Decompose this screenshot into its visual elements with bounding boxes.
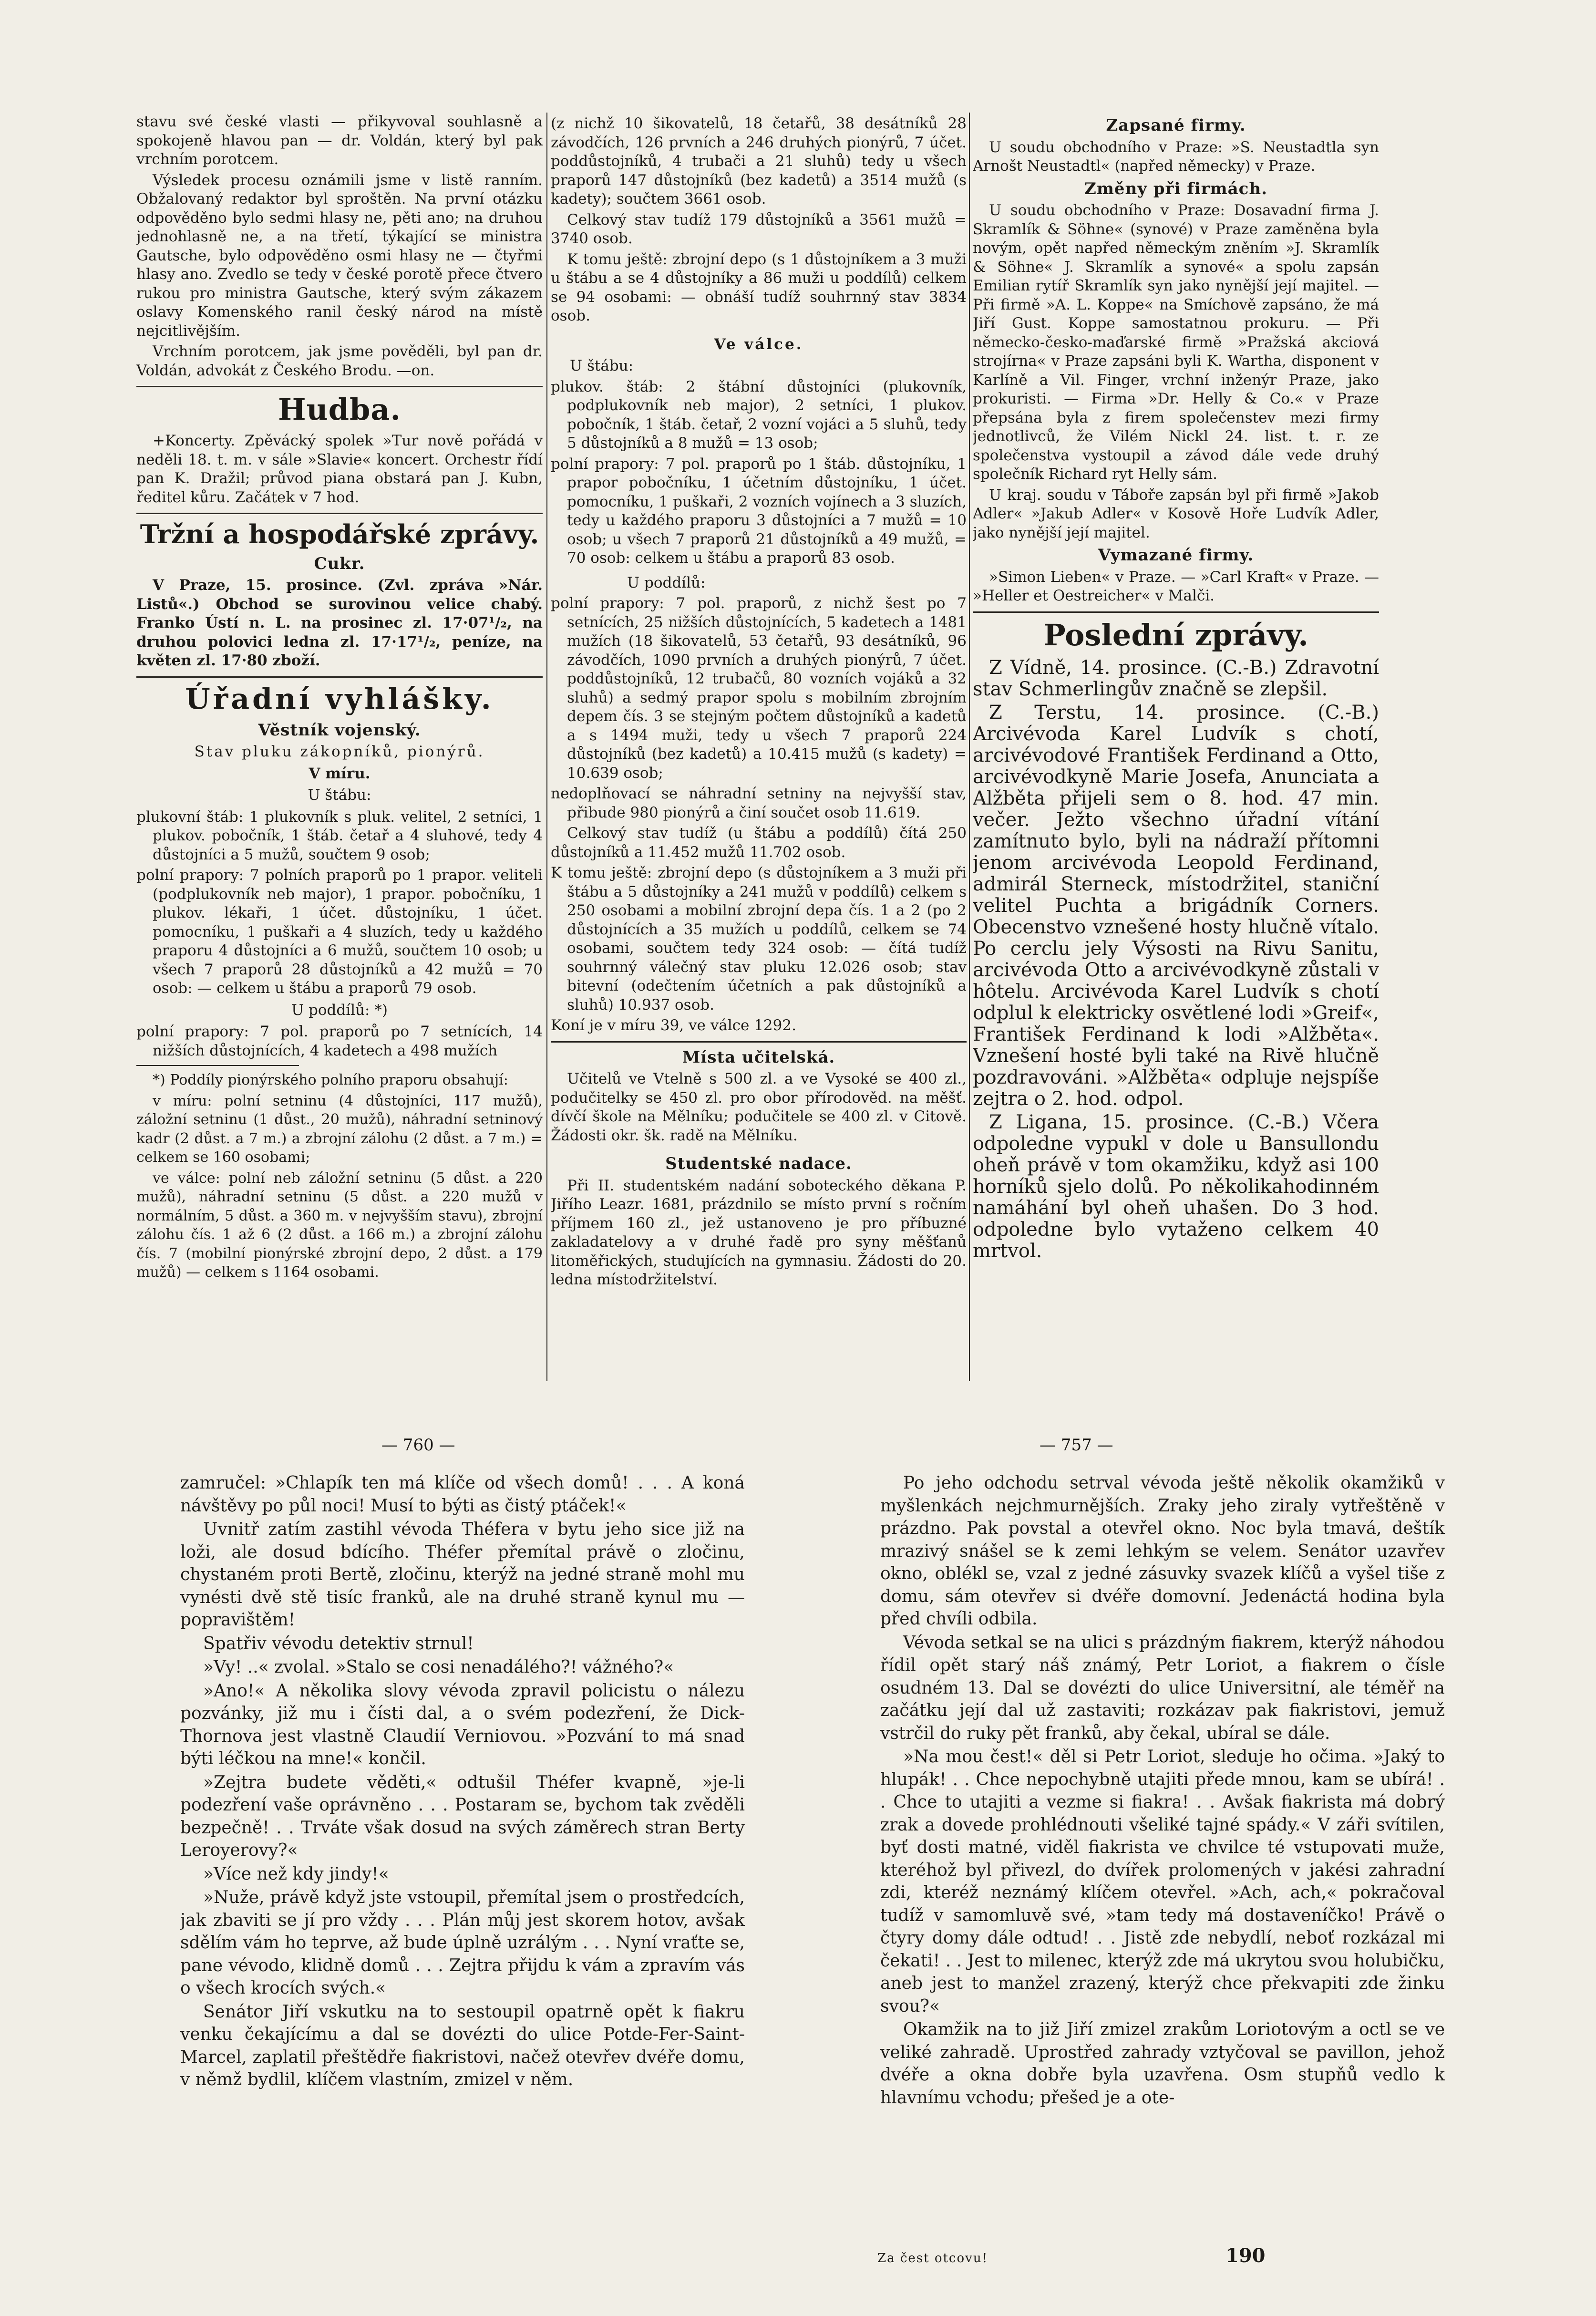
novel-paragraph: Uvnitř zatím zastihl vévoda Théfera v bytu jeho sice již na loži, ale dosud bdícího. Théfer přemítal právě o zločinu, chystaném proti Bertě, zločinu, kterýž na jedné straně mohl mu vynésti dvě stě tisíc franků, ale na druhé straně kynul mu — popravištěm! [180,1520,745,1630]
column-divider [546,113,547,1381]
article-text: Vrchním porotcem, jak jsme pověděli, byl pan dr. Voldán, advokát z Českého Brodu. —on. [136,343,543,379]
page-number: — 760 — [381,1436,455,1455]
sheet-number: 190 [1225,2244,1266,2267]
news-item: Z Vídně, 14. prosince. (C.-B.) Zdravotní stav Schmerlingův značně se zlepšil. [973,656,1379,700]
column-3 [973,113,1379,1391]
novel-paragraph: »Na mou čest!« děl si Petr Loriot, sleduje ho očima. »Jaký to hlupák! . . Chce nepochybně utajiti přede mnou, kam se ubírá! . . Chce to utajiti a vezme si fiakra! . . Avšak fiakrista má dobrý zrak a dovede prohlédnouti všeliké tajné spády.« V záři svítilen, byť dosti matné, viděl fiakrista ve chvilce té vstupovati muže, kteréhož byl přivezl, do dvířek prolomených v jakési zahradní zdi, kteréž neznámý klíčem otevřel. »Ach, ach,« pokračoval tudíž v samomluvě své, »tam tedy má dostaveníčko! Právě o čtyry domy dále odtud! . . Jistě zde nebydlí, neboť rozkázal mi čekati! . . Jest to milenec, kterýž zde má ukrytou svou holubičku, aneb jest to manžel zrazený, kterýž chce překvapiti zde žinku svou?« [880,1747,1445,2016]
subheading: U štábu: [570,357,634,374]
column-2 [551,114,967,1393]
article-text: plukovní štáb: 1 plukovník s pluk. velitel, 2 setníci, 1 plukov. pobočník, 1 štáb. četař a 4 sluhové, tedy 4 důstojníci a 5 mužů, součtem 9 osob; [136,808,543,863]
article-text: +Koncerty. Zpěvácký spolek »Tur nově pořádá v neděli 18. t. m. v sále »Slavie« koncert. Orchestr řídí pan K. Dražil; průvod piana obstará pan J. Kubn, ředitel kůru. Začátek v 7 hod. [136,432,543,506]
article-text: polní prapory: 7 pol. praporů po 7 setnících, 14 nižších důstojnících, 4 kadetech a 498 mužích [136,1023,543,1059]
novel-paragraph: zamručel: »Chlapík ten má klíče od všech domů! . . . A koná návštěvy po půl noci! Musí to býti as čistý ptáček!« [180,1473,745,1516]
subsection-title: Zapsané firmy. [1106,116,1246,135]
section-rule [136,386,543,387]
novel-paragraph: Okamžik na to již Jiří zmizel zrakům Loriotovým a octl se ve veliké zahradě. Uprostřed zahrady vztyčoval se pavillon, jehož dvéře a okna dobře byla uzavřena. Osm stupňů vedlo k hlavnímu vchodu; přešed je a ote- [880,2020,1445,2108]
article-text: Koní je v míru 39, ve válce 1292. [551,1017,796,1034]
article-text: polní prapory: 7 polních praporů po 1 prapor. veliteli (podplukovník neb major), 1 prapor. pobočníku, 1 plukov. lékaři, 1 účet. důstojníku, 1 účet. pomocníku, 1 puškaři a 4 sluzích, tedy u každého praporu 4 důstojníci a 6 mužů, součtem 10 osob; u všech 7 praporů 28 důstojníků a 42 mužů = 70 osob: — celkem u štábu a praporů 79 osob. [136,867,543,997]
article-text: nedoplňovací se náhradní setniny na nejvyšší stav, přibude 980 pionýrů a činí součet osob 11.619. [551,785,967,821]
article-text: K tomu ještě: zbrojní depo (s 1 důstojníkem a 3 muži u štábu a se 4 důstojníky a 86 muži u poddílů) celkem se 94 osobami: — obnáší tudíž souhrnný stav 3834 osob. [551,250,967,324]
footnote-text: *) Poddíly pionýrského polního praporu obsahují: [153,1072,508,1089]
article-text: U soudu obchodního v Praze: »S. Neustadtla syn Arnošt Neustadtl« (napřed německy) v Praze. [973,138,1379,175]
subsection-title: Změny při firmách. [1084,179,1267,198]
article-text: polní prapory: 7 pol. praporů, z nichž šest po 7 setnících, 25 nižších důstojnících, 5 kadetech a 1481 mužích (18 šikovatelů, 53 četařů, 93 desátníků, 96 závodčích, 1090 prvních a druhých pionýrů, 7 účet. poddůstojníků, 12 trubačů, 80 vozních vojáků a 32 sluhů) a sedmý prapor spolu s mobilním zbrojním depem čís. 3 se stejným počtem důstojníků a kadetů a s 1494 muži, tedy u všech 7 praporů 224 důstojníků (bez kadetů) a 10.415 mužů (s kadety) = 10.639 osob; [551,595,967,782]
footnote-text: v míru: polní setninu (4 důstojníci, 117 mužů), záložní setninu (1 důst., 20 mužů), náhradní setninový kadr (2 důst. a 7 m.) a zbrojní zálohu (2 důst. a 7 m.) = celkem se 160 osobami; [136,1092,543,1166]
section-title-trzni: Tržní a hospodářské zprávy. [140,519,539,550]
article-text: (z nichž 10 šikovatelů, 18 četařů, 38 desátníků 28 závodčích, 126 prvních a 246 druhých pionýrů, 7 účet. poddůstojníků, 4 trubači a 21 sluhů) tedy u všech praporů 147 důstojníků (bez kadetů) a 3514 mužů (s kadety); součtem 3661 osob. [551,115,967,207]
page-number: — 757 — [1040,1436,1113,1455]
subheading: U poddílů: [627,574,706,591]
subheading: U štábu: [308,786,371,804]
section-rule [551,1041,967,1043]
novel-paragraph: Vévoda setkal se na ulici s prázdným fiakrem, kterýž náhodou řídil opět starý náš známý, Petr Loriot, a fiakrem o čísle osudném 13. Dal se dovézti do ulice Universitní, ale téměř na začátku její dal už zastaviti; rozkázav pak fiakristovi, jemuž vstrčil do ruky pět franků, aby čekal, ubíral se dále. [880,1633,1445,1743]
subheading: Ve válce. [714,335,803,353]
article-text: stavu své české vlasti — přikyvoval souhlasně a spokojeně hlavou pan — dr. Voldán, který byl pak vrchním porotcem. [136,113,543,168]
section-rule [973,611,1379,613]
article-text: polní prapory: 7 pol. praporů po 1 štáb. důstojníku, 1 prapor pobočníku, 1 účetním důstojníku, 1 účet. pomocníku, 1 puškaři, 2 vozních vojínech a 3 sluzích, tedy u každého praporu 3 důstojníci a 7 mužů = 10 osob; u všech 7 praporů 21 důstojníků a 49 mužů, = 70 osob: celkem u štábu a praporů 83 osob. [551,455,967,567]
article-text: Učitelů ve Vtelně s 500 zl. a ve Vysoké se 400 zl., podučitelky se 450 zl. pro obor přírodověd. na měšť. dívčí škole na Mělníku; podučitele se 400 zl. v Citově. Žádosti okr. šk. radě na Mělníku. [551,1070,967,1144]
column-divider [969,113,970,1381]
section-title-uredni: Úřadní vyhlášky. [185,682,494,716]
section-rule [136,513,543,514]
footnote-rule [136,1065,299,1066]
novel-paragraph: »Ano!« A několika slovy vévoda zpravil policistu o nálezu pozvánky, již mu i čísti dal, a o svém podezření, že Dick-Thornova jest vlastně Claudií Verniovou. »Pozvání to má snad býti léčkou na mne!« končil. [180,1681,745,1768]
novel-right-page [880,1472,1445,2235]
novel-footer: Za čest otcovu! [877,2251,988,2265]
article-text: U soudu obchodního v Praze: Dosavadní firma J. Skramlík & Söhne« (synové) v Praze zaměněna byla novým, opět napřed německým zněním »J. Skramlík & Söhne« J. Skramlík a synové« a spolu zapsán Emilian rytíř Skramlík syn jako nynější její majitel. — Při firmě »A. L. Koppe« na Smíchově zapsáno, že má Jiří Gust. Koppe samostatnou prokuru. — Při německo-česko-maďarské firmě »Pražská akciová strojírna« v Praze zapsáni byli K. Wartha, disponent v Karlíně a Vil. Finger, vrchní inženýr Praze, jako prokuristi. — Firma »Dr. Helly & Co.« v Praze přepsána byla z firem společenstev mezi firmy jednotlivců, že Vilém Nickl 24. list. t. r. ze společenstva vystoupil a závod dále vede druhý společník Richard ryt Helly sám. [973,202,1379,483]
novel-paragraph: »Zejtra budete věděti,« odtušil Théfer kvapně, »je-li podezření vaše oprávněno . . . Postaram se, bychom tak zvěděli bezpečně! . . Trváte však dosud na svých záměrech stran Berty Leroyerovy?« [180,1772,745,1860]
news-item: Z Terstu, 14. prosince. (C.-B.) Arcivévoda Karel Ludvík s chotí, arcivévodové František Ferdinand a Otto, arcivévodkyně Marie Josefa, Anunciata a Alžběta přijeli sem o 8. hod. 47 min. večer. Ježto všechno úřadní vítání zamítnuto bylo, byli na nádraží přítomni jenom arcivévoda Leopold Ferdinand, admirál Sterneck, místodržitel, staniční velitel Puchta a brigádník Corners. Obecenstvo vznešené hosty hlučně vítalo. Po cerclu jely Výsosti na Rivu Sanitu, arcivévoda Otto a arcivévodkyně zůstali v hôtelu. Arcivévoda Karel Ludvík s chotí odplul k elektricky osvětlené lodi »Greif«, František Ferdinand k lodi »Alžběta«. Vznešení hosté byli také na Rivě hlučně pozdravováni. »Alžběta« odpluje nejspíše zejtra o 2. hod. odpol. [973,701,1379,1110]
article-text: plukov. štáb: 2 štábní důstojníci (plukovník, podplukovník neb major), 2 setníci, 1 plukov. pobočník, 1 štáb. četař, 2 vozní vojáci a 5 sluhů, tedy 5 důstojníků a 8 mužů = 13 osob; [551,378,967,452]
subsection-title: Místa učitelská. [682,1047,835,1067]
novel-paragraph: »Nuže, právě když jste vstoupil, přemítal jsem o prostředcích, jak zbaviti se jí pro vždy . . . Plán můj jest skorem hotov, avšak sdělím vám ho teprve, až bude úplně uzrálým . . . Nyní vraťte se, pane vévodo, klidně domů . . . Zejtra přijdu k vám a zpravím vás o všech krocích svých.« [180,1888,745,1998]
novel-paragraph: Spatřiv vévodu detektiv strnul! [203,1634,474,1654]
article-text: Při II. studentském nadání soboteckého děkana P. Jiřího Leazr. 1681, prázdnilo se místo první s ročním příjmem 160 zl., jež ustanoveno je pro příbuzné zakladatelovy a v druhé řadě pro syny měšťanů litoměřických, studujících na gymnasiu. Žádosti do 20. ledna místodržitelství. [551,1177,967,1288]
novel-paragraph: Senátor Jiří vskutku na to sestoupil opatrně opět k fiakru venku čekajícímu a dal se dovézti do ulice Potde-Fer-Saint-Marcel, zaplatil přeštědře fiakristovi, načež otevřev dvéře domu, v němž bydlil, klíčem vlastním, zmizel v něm. [180,2002,745,2089]
subsection-title: Vymazané firmy. [1098,546,1254,565]
article-text: Celkový stav tudíž (u štábu a poddílů) čítá 250 důstojníků a 11.452 mužů 11.702 osob. [551,825,967,861]
article-text: Výsledek procesu oznámili jsme v listě ranním. Obžalovaný redaktor byl sproštěn. Na první otázku odpověděno bylo sedmi hlasy ne, pěti ano; na druhou jednohlasně ne, a na třetí, týkající se ministra Gautsche, bylo odpověděno osmi hlasy ne — čtyřmi hlasy ano. Zvedlo se tedy v české porotě přece čtvero rukou pro ministra Gautsche, který svým zákazem oslavy Komenského ranil český národ na místě nejcitlivějším. [136,171,543,340]
footnote-text: ve válce: polní neb záložní setninu (5 důst. a 220 mužů), náhradní setninu (5 důst. a 220 mužů v normálním, 5 důst. a 360 m. v nejvyšším stavu), zbrojní zálohu čís. 1 až 6 (2 důst. a 166 m.) a zbrojní zálohu čís. 7 (mobilní pionýrské zbrojní depo, 2 důst. a 179 mužů) — celkem s 1164 osobami. [136,1169,543,1281]
novel-paragraph: »Vy! ..« zvolal. »Stalo se cosi nenadálého?! vážného?« [203,1657,674,1677]
subsection-title: Studentské nadace. [665,1154,852,1173]
article-text: V Praze, 15. prosince. (Zvl. zpráva »Nár. Listů«.) Obchod se surovinou velice chabý. Franko Ústí n. L. na prosinec zl. 17·07¹/₂, na druhou polovici ledna zl. 17·17¹/₂, peníze, na květen zl. 17·80 zboží. [136,577,543,670]
article-text: K tomu ještě: zbrojní depo (s důstojníkem a 3 muži při štábu a 5 důstojníky a 241 mužů v poddílů) celkem s 250 osobami a mobilní zbrojní depa čís. 1 a 2 (po 2 důstojnících a 35 mužích u poddílů, celkem se 74 osobami, součtem tedy 324 osob: — čítá tudíž souhrnný válečný stav pluku 12.026 osob; stav bitevní (odečtením účetních a pak důstojníků a sluhů) 10.937 osob. [551,864,967,1013]
novel-paragraph: »Více než kdy jindy!« [203,1864,389,1884]
column-1 [136,113,543,1391]
subheading: V míru. [309,765,371,782]
section-title-posledni: Poslední zprávy. [1043,617,1308,652]
article-text: U kraj. soudu v Táboře zapsán byl při firmě »Jakob Adler« »Jakub Adler« v Kosově Hoře Ludvík Adler, jako nynější její majitel. [973,486,1379,541]
news-item: Z Ligana, 15. prosince. (C.-B.) Včera odpoledne vypukl v dole u Bansullondu oheň právě v tom okamžiku, když asi 100 horníků sjelo dolů. Po několikahodinném namáhání byl oheň uhašen. Do 3 hod. odpoledne bylo vytaženo celkem 40 mrtvol. [973,1111,1379,1262]
section-rule [136,676,543,678]
novel-left-page [180,1472,745,2273]
novel-paragraph: Po jeho odchodu setrval vévoda ještě několik okamžiků v myšlenkách nejchmurnějších. Zraky jeho ziraly vytřeštěně v prázdno. Pak povstal a otevřel okno. Noc byla tmavá, deštík mrazivý snášel se k zemi lehkým se velem. Senátor uzavřev okno, oblékl se, vzal z jedné zásuvky svazek klíčů a vyšel tiše z domu, sám otevřev si dvéře domovní. Jedenáctá hodina byla před chvíli odbila. [880,1473,1445,1629]
subsection-title: Cukr. [314,554,365,573]
section-title-hudba: Hudba. [278,392,402,427]
subheading: U poddílů: *) [291,1001,388,1019]
subheading: Stav pluku zákopníků, pionýrů. [194,743,485,761]
article-text: »Simon Lieben« v Praze. — »Carl Kraft« v Praze. — »Heller et Oestreicher« v Malči. [973,568,1379,604]
article-text: Celkový stav tudíž 179 důstojníků a 3561 mužů = 3740 osob. [551,211,967,247]
subsection-title: Věstník vojenský. [258,720,421,740]
